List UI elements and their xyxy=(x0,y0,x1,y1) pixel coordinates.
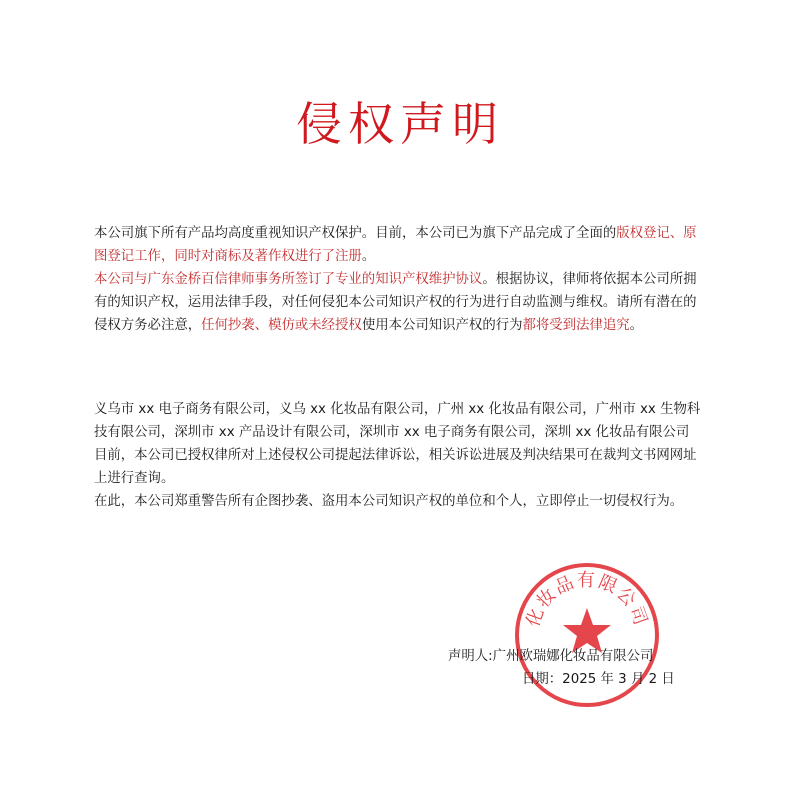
text-segment: 。根据协议，律师将依据本公司所拥有的知识产权，运用法律手段，对任何侵犯本公司知识产权的行为进行自动监测与维权。请所有潜在的侵权方务必注意， xyxy=(94,272,697,333)
date-month-unit: 月 xyxy=(630,672,645,687)
date-day: 2 xyxy=(648,672,658,687)
warning-notice: 在此，本公司郑重警告所有企图抄袭、盗用本公司知识产权的单位和个人，立即停止一切侵权行为。 xyxy=(94,494,684,509)
infringing-companies-list: 义乌市 xx 电子商务有限公司，义乌 xx 化妆品有限公司，广州 xx 化妆品有限公司，广州市 xx 生物科技有限公司，深圳市 xx 产品设计有限公司，深圳市 xx 电子商务有限公司，深圳 xx 化妆品有限公司 xyxy=(94,402,701,440)
text-segment: 本公司旗下所有产品均高度重视知识产权保护。目前，本公司已为旗下产品完成了全面的 xyxy=(94,226,617,241)
date-day-unit: 日 xyxy=(661,672,675,687)
signature-block xyxy=(440,645,690,691)
paragraph-copyright-notice xyxy=(94,222,706,337)
date-year-unit: 年 xyxy=(600,672,614,687)
date-year: 2025 xyxy=(562,672,597,687)
highlight-infringement-acts: 任何抄袭、模仿或未经授权 xyxy=(201,318,362,333)
paragraph-infringers xyxy=(94,398,706,513)
date-label: 日期： xyxy=(522,672,563,687)
highlight-registration: 版权登记、原图登记工作，同时对商标及著作权进行了注册 xyxy=(94,226,697,264)
date-month: 3 xyxy=(618,672,627,687)
date-line xyxy=(440,668,690,691)
lawsuit-notice: 目前，本公司已授权律所对上述侵权公司提起法律诉讼，相关诉讼进展及判决结果可在裁判文书网网址上进行查询。 xyxy=(94,448,697,486)
text-segment: 。 xyxy=(361,249,376,264)
declarant: 声明人:广州欧瑞娜化妆品有限公司 xyxy=(448,649,654,664)
seal-text: 化妆品有限公司 xyxy=(522,570,652,630)
text-segment: 。 xyxy=(629,318,644,333)
highlight-law-firm-agreement: 本公司与广东金桥百信律师事务所签订了专业的知识产权维护协议 xyxy=(94,272,483,287)
text-segment: 使用本公司知识产权的行为 xyxy=(361,318,523,333)
highlight-legal-liability: 都将受到法律追究 xyxy=(522,318,630,333)
page-title: 侵权声明 xyxy=(296,97,504,151)
